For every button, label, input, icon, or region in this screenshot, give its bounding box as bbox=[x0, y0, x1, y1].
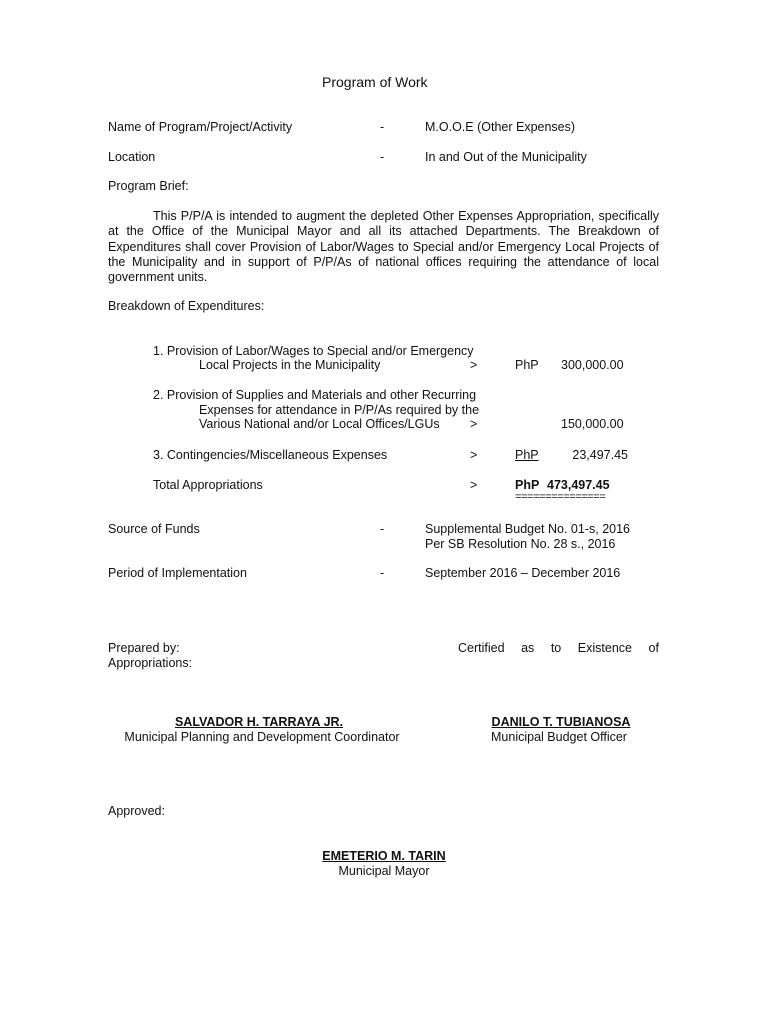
item3-currency: PhP bbox=[515, 448, 539, 462]
location-value: In and Out of the Municipality bbox=[425, 150, 587, 164]
location-label: Location bbox=[108, 150, 156, 164]
item3-amount: 23,497.45 bbox=[572, 448, 628, 462]
certified-word: to bbox=[550, 641, 562, 655]
period-value: September 2016 – December 2016 bbox=[425, 566, 621, 580]
total-double-rule: =============== bbox=[515, 491, 606, 503]
item2-arrow: > bbox=[470, 417, 478, 431]
total-currency: PhP bbox=[515, 478, 540, 492]
certified-word: Certified bbox=[458, 641, 505, 655]
program-brief-label: Program Brief: bbox=[108, 179, 189, 193]
appropriations-label: Appropriations: bbox=[108, 656, 193, 670]
certified-word: as bbox=[521, 641, 535, 655]
program-name-value: M.O.O.E (Other Expenses) bbox=[425, 120, 576, 134]
item1-arrow: > bbox=[470, 358, 478, 372]
program-brief-text: This P/P/A is intended to augment the depleted Other Expenses Appropriation, specifically at the Office of the Municipal Mayor and all its attached Departments. The Breakdown of Expenditures shall cover Provision of Labor/Wages to Special and/or Emergency Local Projects of the Municipality and in support of P/P/As of national offices requiring the attendance of local government units. bbox=[108, 209, 659, 285]
preparer-title: Municipal Planning and Development Coordinator bbox=[124, 730, 400, 744]
item2-line1: 2. Provision of Supplies and Materials and other Recurring bbox=[153, 388, 477, 402]
approved-label: Approved: bbox=[108, 804, 165, 818]
total-label: Total Appropriations bbox=[153, 478, 263, 492]
certifier-name: DANILO T. TUBIANOSA bbox=[491, 715, 631, 729]
breakdown-label: Breakdown of Expenditures: bbox=[108, 299, 265, 313]
program-name-label: Name of Program/Project/Activity bbox=[108, 120, 293, 134]
certified-word: of bbox=[648, 641, 659, 655]
item1-amount: 300,000.00 bbox=[561, 358, 624, 372]
item1-line1: 1. Provision of Labor/Wages to Special and/or Emergency bbox=[153, 344, 474, 358]
source-line1: Supplemental Budget No. 01-s, 2016 bbox=[425, 522, 630, 536]
item3-line1: 3. Contingencies/Miscellaneous Expenses bbox=[153, 448, 388, 462]
location-dash: - bbox=[380, 150, 385, 164]
program-name-dash: - bbox=[380, 120, 385, 134]
approver-title: Municipal Mayor bbox=[338, 864, 430, 878]
page-title: Program of Work bbox=[322, 74, 428, 90]
certified-existence-line bbox=[458, 641, 659, 655]
item1-currency: PhP bbox=[515, 358, 539, 372]
item3-arrow: > bbox=[470, 448, 478, 462]
source-label: Source of Funds bbox=[108, 522, 200, 536]
preparer-name: SALVADOR H. TARRAYA JR. bbox=[174, 715, 344, 729]
total-arrow: > bbox=[470, 478, 478, 492]
prepared-by-label: Prepared by: bbox=[108, 641, 180, 655]
certifier-title: Municipal Budget Officer bbox=[491, 730, 627, 744]
item3-amount-underlined bbox=[515, 448, 628, 462]
source-dash: - bbox=[380, 522, 385, 536]
period-label: Period of Implementation bbox=[108, 566, 247, 580]
total-amount: 473,497.45 bbox=[547, 478, 610, 492]
period-dash: - bbox=[380, 566, 385, 580]
item2-amount: 150,000.00 bbox=[561, 417, 624, 431]
approver-name: EMETERIO M. TARIN bbox=[322, 849, 446, 863]
program-brief-paragraph bbox=[108, 209, 659, 285]
certified-word: Existence bbox=[577, 641, 632, 655]
item2-line3: Various National and/or Local Offices/LGUs bbox=[199, 417, 440, 431]
item1-line2: Local Projects in the Municipality bbox=[199, 358, 381, 372]
item2-line2: Expenses for attendance in P/P/As required by the bbox=[199, 403, 480, 417]
source-line2: Per SB Resolution No. 28 s., 2016 bbox=[425, 537, 616, 551]
